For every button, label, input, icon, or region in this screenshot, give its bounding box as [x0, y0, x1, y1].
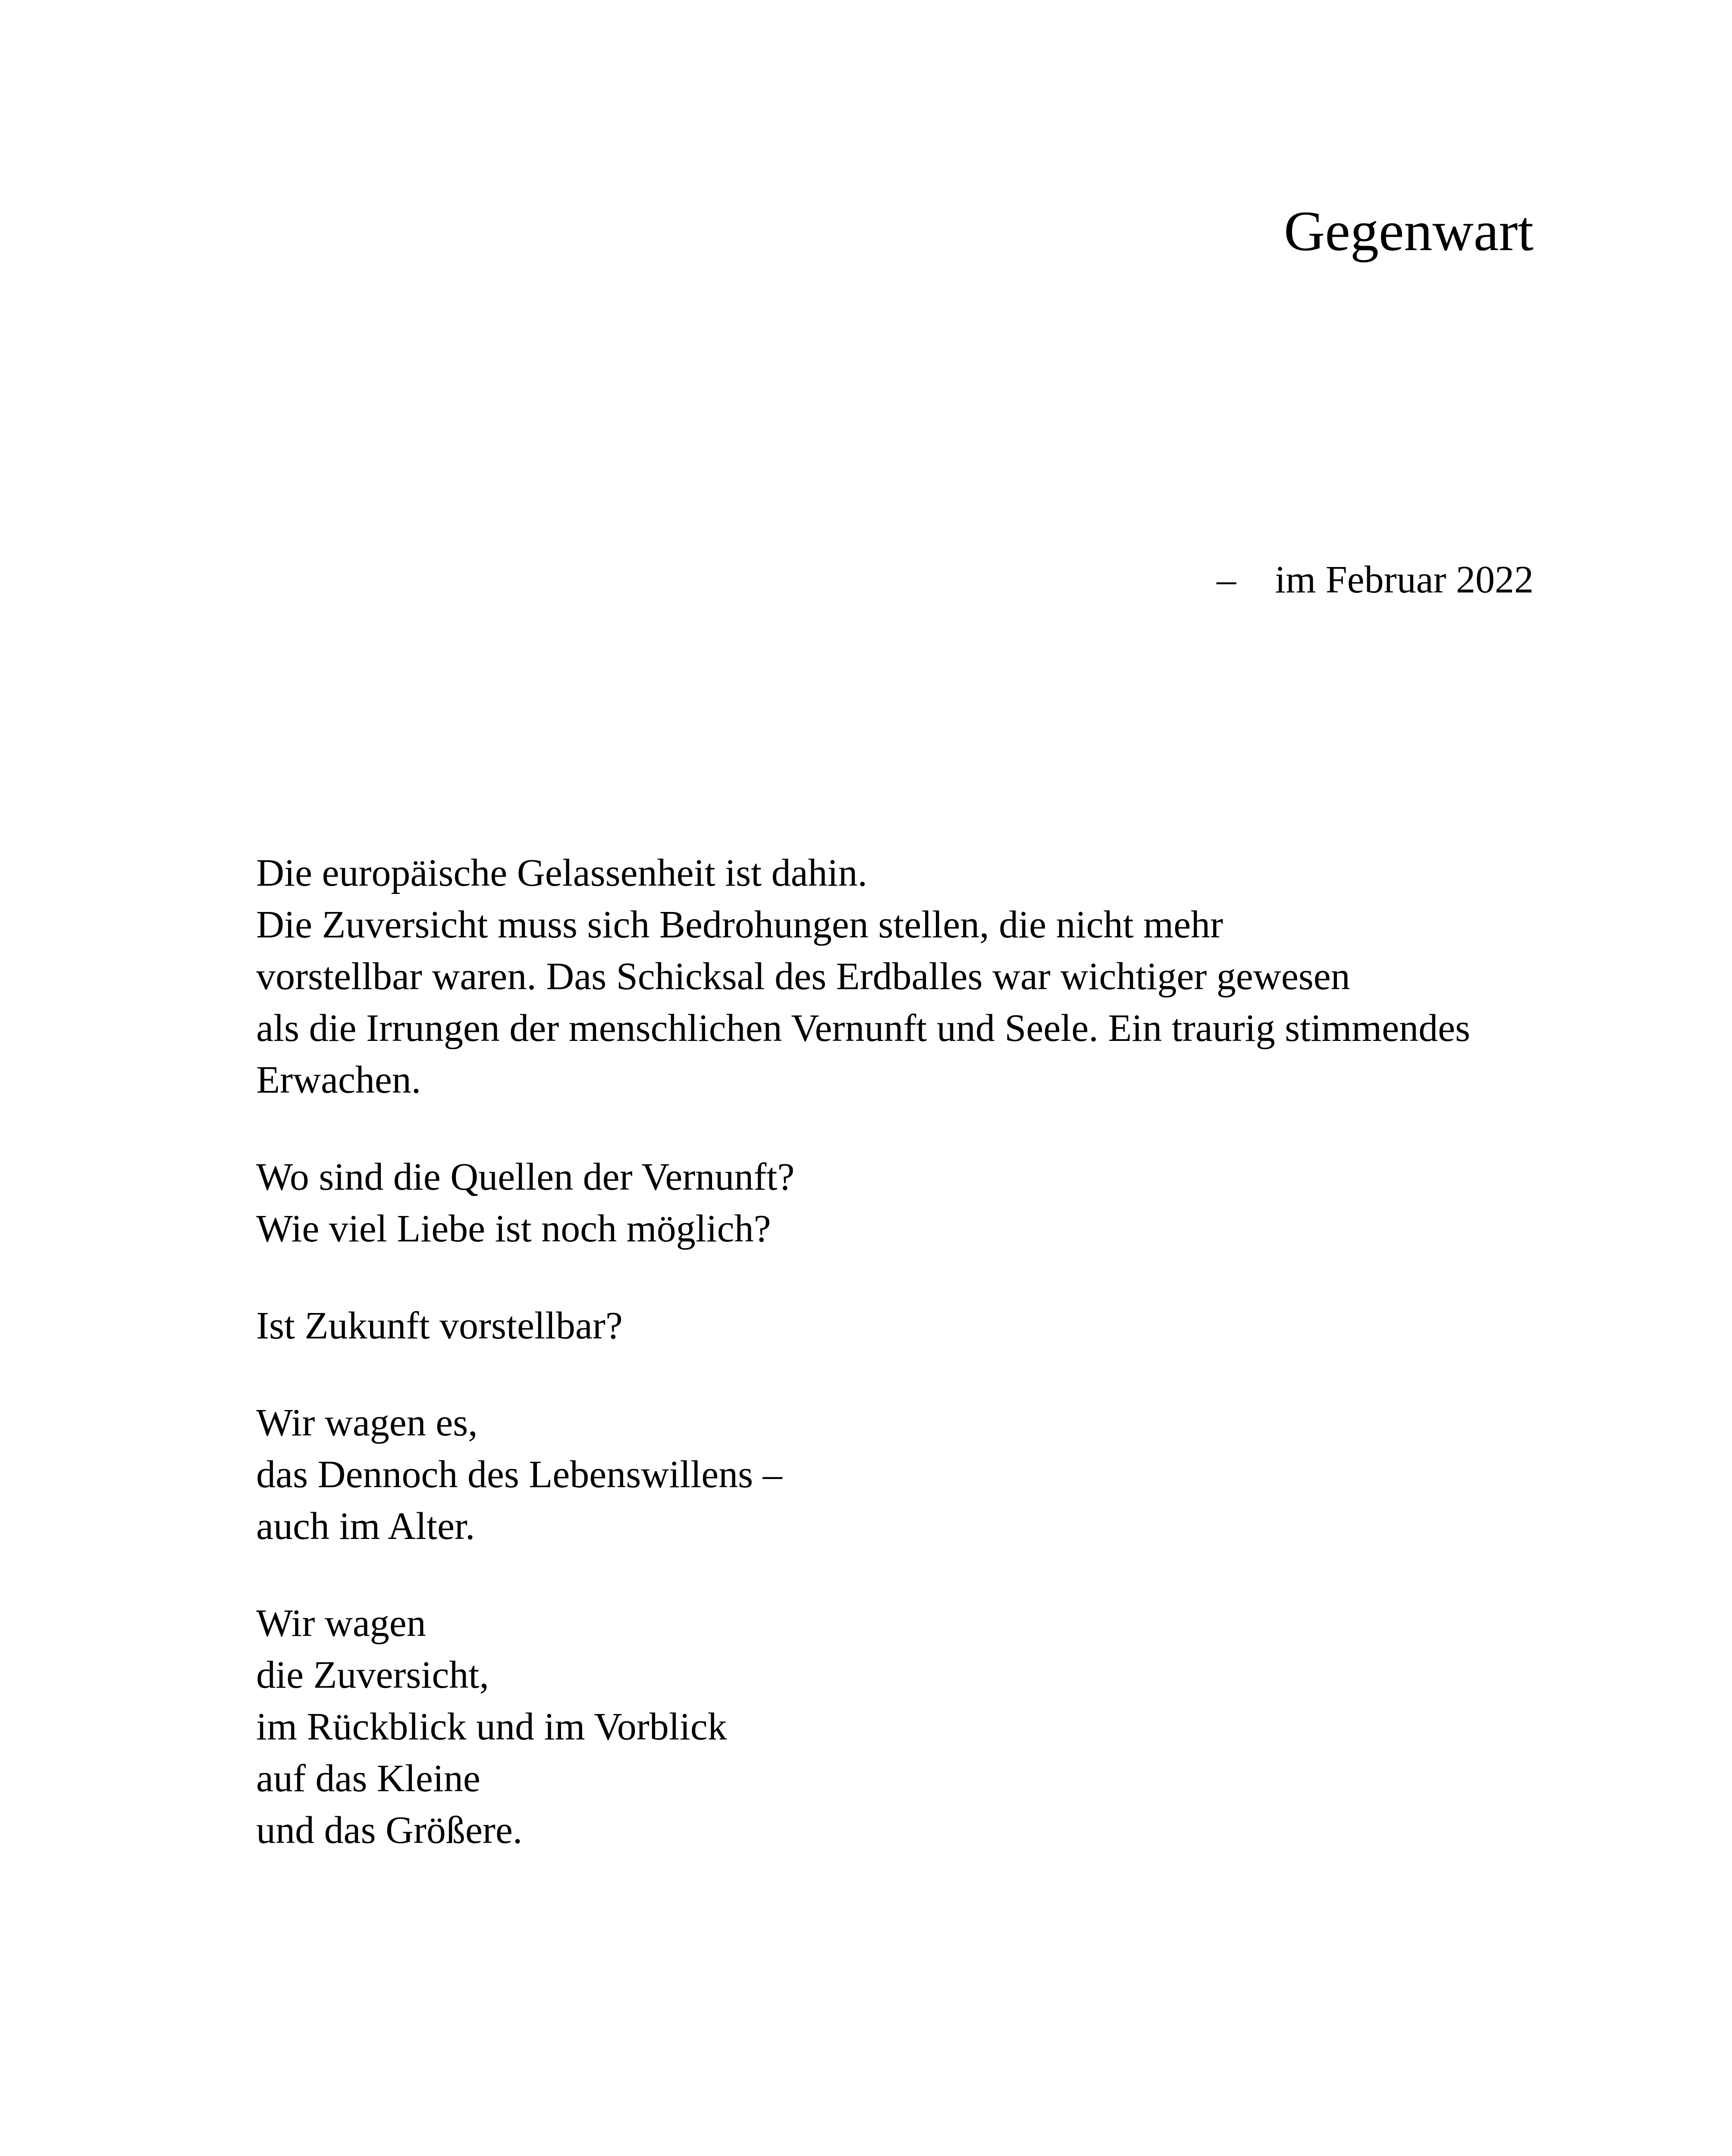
poem-line: auch im Alter.	[256, 1505, 475, 1548]
poem-line: Ist Zukunft vorstellbar?	[256, 1304, 623, 1347]
poem-line: Wo sind die Quellen der Vernunft?	[256, 1156, 795, 1198]
stanza	[256, 1598, 1550, 1856]
poem-line: die Zuversicht,	[256, 1654, 489, 1696]
page-title: Gegenwart	[1283, 199, 1534, 263]
poem-line: als die Irrungen der menschlichen Vernunft und Seele. Ein traurig stimmendes	[256, 1007, 1471, 1050]
poem-line: Wir wagen	[256, 1602, 426, 1645]
poem-line: Wie viel Liebe ist noch möglich?	[256, 1207, 771, 1250]
poem-line: Die europäische Gelassenheit ist dahin.	[256, 852, 868, 894]
dateline-dash: –	[1217, 558, 1236, 601]
poem-line: vorstellbar waren. Das Schicksal des Erdballes war wichtiger gewesen	[256, 955, 1350, 998]
stanza	[256, 1151, 1550, 1255]
stanza	[256, 847, 1550, 1106]
stanza	[256, 1300, 1550, 1352]
poem-line: das Dennoch des Lebenswillens –	[256, 1453, 782, 1496]
poem-line: Die Zuversicht muss sich Bedrohungen stellen, die nicht mehr	[256, 903, 1224, 946]
poem-line: Wir wagen es,	[256, 1401, 478, 1444]
dateline-text: im Februar 2022	[1275, 558, 1534, 601]
poem-body	[256, 847, 1550, 1902]
poem-line: auf das Kleine	[256, 1757, 480, 1800]
poem-line: im Rückblick und im Vorblick	[256, 1705, 727, 1748]
dateline	[1217, 558, 1534, 601]
poem-line: und das Größere.	[256, 1809, 523, 1852]
poem-line: Erwachen.	[256, 1059, 421, 1101]
stanza	[256, 1397, 1550, 1552]
